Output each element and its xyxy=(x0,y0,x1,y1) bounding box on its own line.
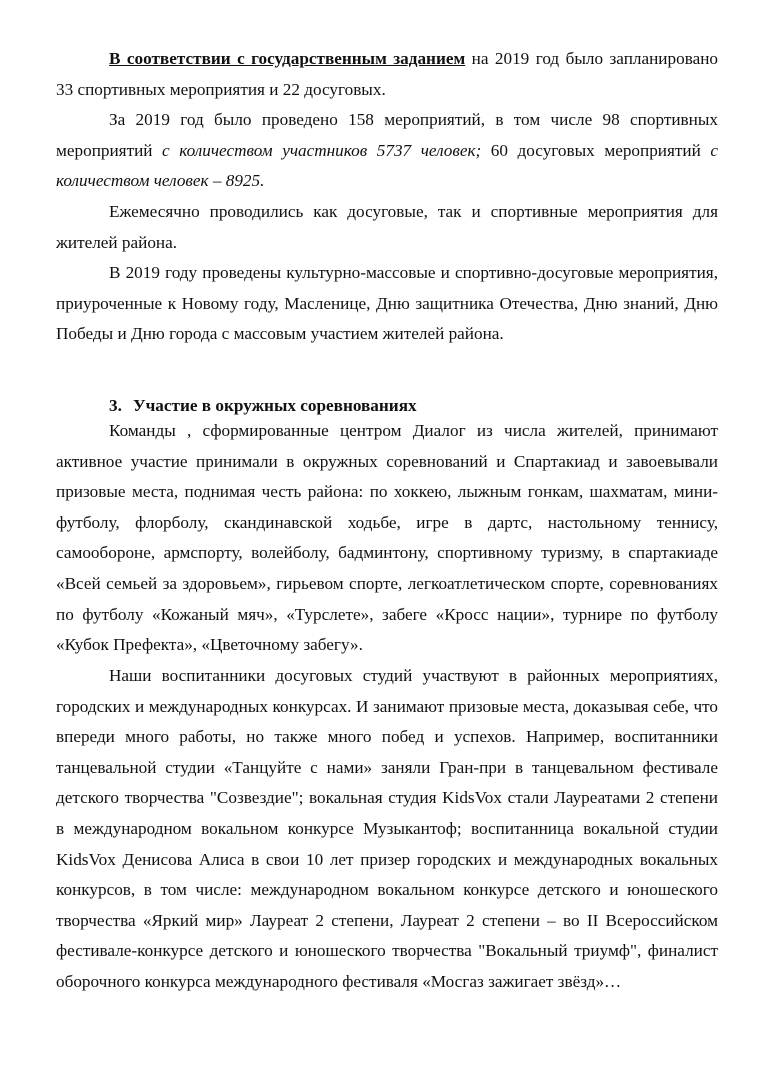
leisure-participants: с количеством человек – 8925. xyxy=(56,140,719,191)
paragraph-district-competitions xyxy=(56,416,718,661)
paragraph-state-assignment xyxy=(56,44,718,105)
section-heading xyxy=(109,394,417,418)
state-assignment-lead: В соответствии с государственным заданием xyxy=(109,49,466,68)
monthly-events-text: Ежемесячно проводились как досуговые, так и спортивные мероприятия для жителей района. xyxy=(56,202,718,252)
studios-text: Наши воспитанники досуговых студий участвуют в районных мероприятиях, городских и международных конкурсах. И занимают призовые места, доказывая себе, что впереди много работы, но также много побед и успехов. Например, воспитанники танцевальной студии «Танцуйте с нами» заняли Гран-при в танцевальном фестивале детского творчества "Созвездие"; вокальная студия KidsVox стали Лауреатами 2 степени в международном вокальном конкурсе Музыкантоф; воспитанница вокальной студии KidsVox Денисова Алиса в свои 10 лет призер городских и международных вокальных конкурсов, в том числе: международном вокальном конкурсе детского и юношеского творчества «Яркий мир» Лауреат 2 степени, Лауреат 2 степени – во II Всероссийском фестивале-конкурсе детского и юношеского творчества "Вокальный триумф", финалист оборочного конкурса международного фестиваля «Мосгаз зажигает звёзд»… xyxy=(56,666,718,991)
events-text-2: 60 досуговых мероприятий xyxy=(481,140,711,160)
section-number: 3. xyxy=(109,396,122,415)
paragraph-events-2019 xyxy=(56,105,718,197)
holidays-text: В 2019 году проведены культурно-массовые и спортивно-досуговые мероприятия, приуроченные к Новому году, Масленице, Дню защитника Отечества, Дню знаний, Дню Победы и Дню города с массовым участием жителей района. xyxy=(56,263,718,344)
state-assignment-text: на 2019 год было запланировано 33 спортивных мероприятия и 22 досуговых. xyxy=(56,49,719,99)
paragraph-monthly-events xyxy=(56,197,718,258)
paragraph-holidays xyxy=(56,258,718,350)
section-title: Участие в окружных соревнованиях xyxy=(133,396,417,415)
paragraph-studios xyxy=(56,661,718,998)
sports-participants: с количеством участников 5737 человек; xyxy=(162,140,482,160)
events-text-1: За 2019 год было проведено 158 мероприятий, в том числе 98 спортивных мероприятий xyxy=(56,110,718,160)
competitions-text: Команды , сформированные центром Диалог из числа жителей, принимают активное участие принимали в окружных соревнований и Спартакиад и завоевывали призовые места, поднимая честь района: по хоккею, лыжным гонкам, шахматам, мини-футболу, флорболу, скандинавской ходьбе, игре в дартс, настольному теннису, самообороне, армспорту, волейболу, бадминтону, спортивному туризму, в спартакиаде «Всей семьей за здоровьем», гирьевом спорте, легкоатлетическом спорте, соревнованиях по футболу «Кожаный мяч», «Турслете», забеге «Кросс нации», турнире по футболу «Кубок Префекта», «Цветочному забегу». xyxy=(56,421,718,655)
